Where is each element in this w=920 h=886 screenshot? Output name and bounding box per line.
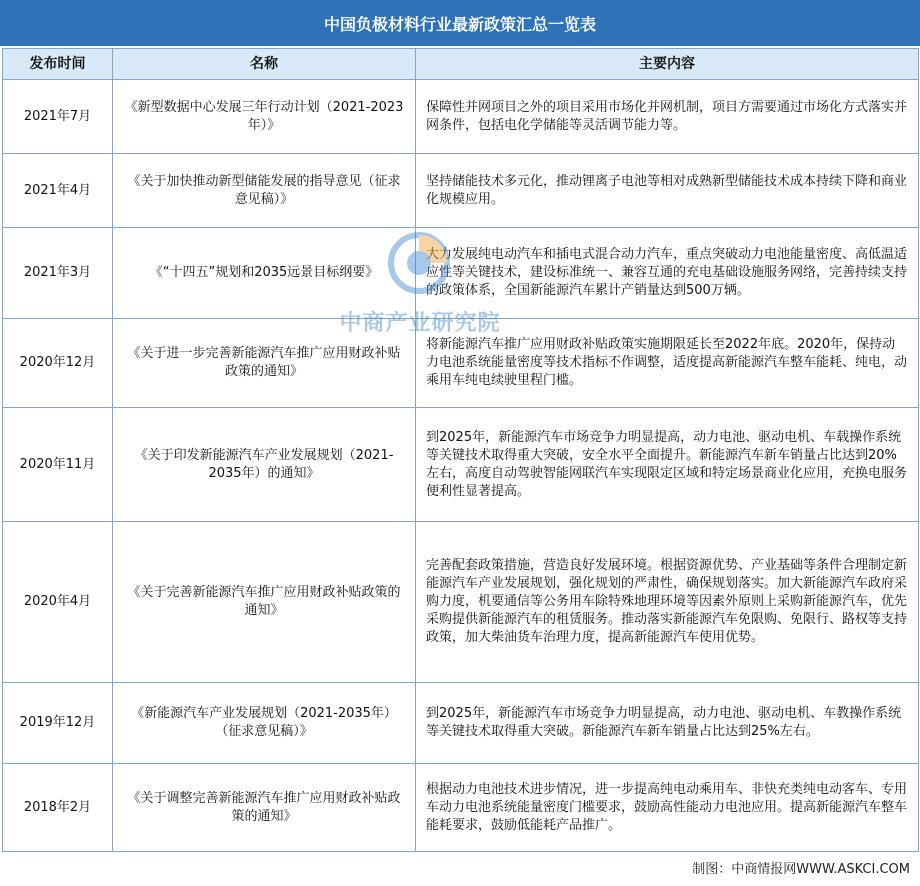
row-date: 2021年4月: [3, 154, 113, 228]
row-content: 根据动力电池技术进步情况，进一步提高纯电动乘用车、非快充类纯电动客车、专用车动力电池系统能量密度门槛要求，鼓励高性能动力电池应用。提高新能源汽车整车能耗要求，鼓励低能耗产品推广。: [416, 764, 919, 852]
row-name: 《关于完善新能源汽车推广应用财政补贴政策的通知》: [113, 522, 416, 683]
watermark-text: 中商产业研究院: [339, 311, 501, 336]
row-date: 2020年4月: [3, 522, 113, 683]
table-header-row: [3, 49, 919, 80]
row-content: 大力发展纯电动汽车和插电式混合动力汽车，重点突破动力电池能量密度、高低温适应性等关键技术，建设标准统一、兼容互通的充电基础设施服务网络，完善持续支持的政策体系，全国新能源汽车累计产销量达到500万辆。: [416, 228, 919, 319]
table-row: [3, 522, 919, 683]
row-date: 2021年3月: [3, 228, 113, 319]
row-name: 《新型数据中心发展三年行动计划（2021-2023年）》: [113, 80, 416, 154]
table-row: [3, 319, 919, 408]
table-row: [3, 154, 919, 228]
row-content: 将新能源汽车推广应用财政补贴政策实施期限延长至2022年底。2020年，保持动力电池系统能量密度等技术指标不作调整，适度提高新能源汽车整车能耗、纯电，动乘用车纯电续驶里程门槛。: [416, 319, 919, 408]
row-date: 2021年7月: [3, 80, 113, 154]
row-name: 《新能源汽车产业发展规划（2021-2035年）（征求意见稿）》: [113, 683, 416, 764]
row-name: 《关于进一步完善新能源汽车推广应用财政补贴政策的通知》: [113, 319, 416, 408]
row-content: 完善配套政策措施，营造良好发展环境。根据资源优势、产业基础等条件合理制定新能源汽车产业发展规划，强化规划的严肃性，确保规划落实。加大新能源汽车政府采购力度，机要通信等公务用车除特殊地理环境等因素外原则上采购新能源汽车，优先采购提供新能源汽车的租赁服务。推动落实新能源汽车免限购、免限行、路权等支持政策，加大柴油货车治理力度，提高新能源汽车使用优势。: [416, 522, 919, 683]
table-row: [3, 80, 919, 154]
row-name: 《关于加快推动新型储能发展的指导意见（征求意见稿）》: [113, 154, 416, 228]
table-title: 中国负极材料行业最新政策汇总一览表: [0, 0, 920, 46]
header-name: 名称: [113, 49, 416, 80]
row-date: 2020年11月: [3, 408, 113, 522]
header-content: 主要内容: [416, 49, 919, 80]
source-footer: 制图：中商情报网WWW.ASKCI.COM: [692, 862, 910, 877]
row-name: 《“十四五”规划和2035远景目标纲要》: [113, 228, 416, 319]
policy-table: [2, 48, 919, 852]
row-content: 保障性并网项目之外的项目采用市场化并网机制，项目方需要通过市场化方式落实并网条件，包括电化学储能等灵活调节能力等。: [416, 80, 919, 154]
table-row: [3, 764, 919, 852]
row-name: 《关于印发新能源汽车产业发展规划（2021-2035年）的通知》: [113, 408, 416, 522]
row-content: 到2025年，新能源汽车市场竞争力明显提高，动力电池、驱动电机、车载操作系统等关键技术取得重大突破，安全水平全面提升。新能源汽车新车销量占比达到20%左右，高度自动驾驶智能网联汽车实现限定区域和特定场景商业化应用，充换电服务便利性显著提高。: [416, 408, 919, 522]
table-row: [3, 408, 919, 522]
row-content: 到2025年，新能源汽车市场竞争力明显提高，动力电池、驱动电机、车教操作系统等关键技术取得重大突破。新能源汽车新车销量占比达到25%左右。: [416, 683, 919, 764]
row-date: 2018年2月: [3, 764, 113, 852]
row-date: 2020年12月: [3, 319, 113, 408]
row-name: 《关于调整完善新能源汽车推广应用财政补贴政策的通知》: [113, 764, 416, 852]
table-row: [3, 683, 919, 764]
row-content: 坚持储能技术多元化，推动锂离子电池等相对成熟新型储能技术成本持续下降和商业化规模应用。: [416, 154, 919, 228]
table-row: [3, 228, 919, 319]
row-date: 2019年12月: [3, 683, 113, 764]
header-date: 发布时间: [3, 49, 113, 80]
